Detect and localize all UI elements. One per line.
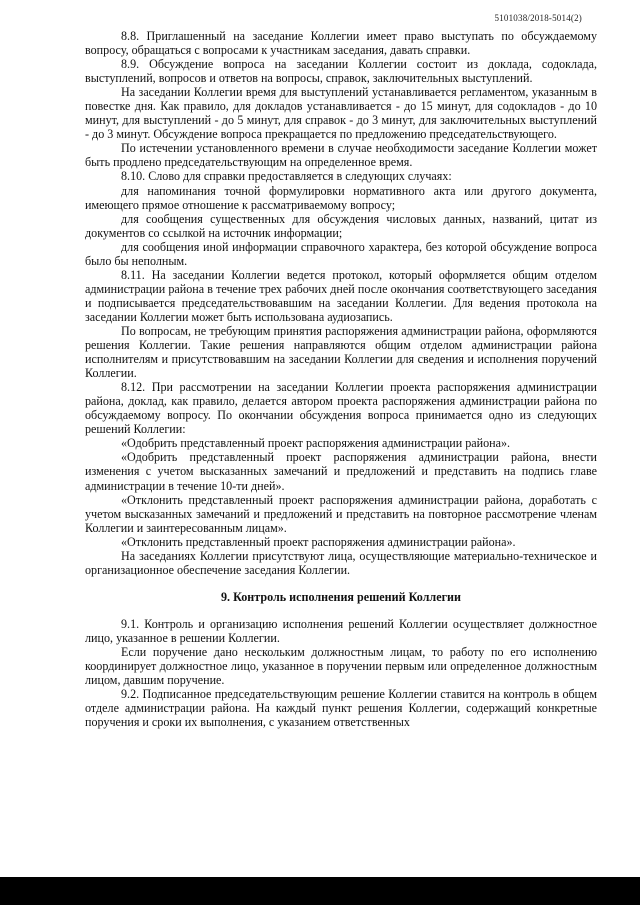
paragraph: 8.10. Слово для справки предоставляется в следующих случаях:: [121, 169, 452, 184]
paragraph: На заседаниях Коллегии присутствуют лица, осуществляющие материально-техническое и организационное обеспечение заседания Коллегии.: [85, 548, 597, 577]
document-body: [85, 29, 597, 729]
paragraph: «Отклонить представленный проект распоряжения администрации района, доработать с учетом высказанных замечаний и предложений и представить на повторное рассмотрение членам Коллегии и заинтересованным лицам».: [85, 492, 597, 535]
paragraph: «Одобрить представленный проект распоряжения администрации района».: [121, 436, 511, 451]
paragraph: 9.2. Подписанное председательствующим решение Коллегии ставится на контроль в общем отделе администрации района. На каждый пункт решения Коллегии, содержащий конкретные поручения и сроки их выполнения, с указанием ответственных: [85, 687, 597, 730]
paragraph: 8.11. На заседании Коллегии ведется протокол, который оформляется общим отделом администрации района в течение трех рабочих дней после окончания соответствующего заседания и подписывается председательствовавшим на заседании Коллегии. Для ведения протокола на заседании Коллегии может быть использована аудиозапись.: [85, 267, 597, 324]
paragraph: для напоминания точной формулировки нормативного акта или другого документа, имеющего прямое отношение к рассматриваемому вопросу;: [85, 183, 597, 212]
paragraph: 8.12. При рассмотрении на заседании Коллегии проекта распоряжения администрации района, доклад, как правило, делается автором проекта распоряжения администрации района по обсуждаемому вопросу. По окончании обсуждения вопроса принимается одно из следующих решений Коллегии:: [85, 380, 597, 437]
paragraph: На заседании Коллегии время для выступлений устанавливается регламентом, указанным в повестке дня. Как правило, для докладов устанавливается - до 15 минут, для содокладов - до 10 минут, для выступлений - до 5 минут, для справок - до 3 минут, для заключительных выступлений - до 3 минут. Обсуждение вопроса прекращается по предложению председательствующего.: [85, 85, 597, 142]
section-heading: 9. Контроль исполнения решений Коллегии: [220, 589, 461, 604]
paragraph: «Отклонить представленный проект распоряжения администрации района».: [121, 534, 516, 549]
document-number: 5101038/2018-5014(2): [494, 13, 582, 23]
paragraph: для сообщения существенных для обсуждения числовых данных, названий, цитат из документов со ссылкой на источник информации;: [85, 211, 597, 240]
paragraph: 9.1. Контроль и организацию исполнения решений Коллегии осуществляет должностное лицо, указанное в решении Коллегии.: [85, 616, 597, 645]
scan-bottom-edge: [0, 877, 640, 905]
paragraph: Если поручение дано нескольким должностным лицам, то работу по его исполнению координирует должностное лицо, указанное в поручении первым или определенное должностным лицом, давшим поручение.: [85, 644, 597, 688]
paragraph: «Одобрить представленный проект распоряжения администрации района, внести изменения с учетом высказанных замечаний и предложений и представить на подпись главе администрации в течение 10-ти дней».: [85, 450, 597, 493]
paragraph: для сообщения иной информации справочного характера, без которой обсуждение вопроса было бы неполным.: [85, 239, 597, 268]
paragraph: По истечении установленного времени в случае необходимости заседание Коллегии может быть продлено председательствующим на определенное время.: [85, 141, 597, 170]
paragraph: По вопросам, не требующим принятия распоряжения администрации района, оформляются решения Коллегии. Такие решения направляются общим отделом администрации района исполнителям и присутствовавшим на заседании Коллегии для сведения и исполнения поручений Коллегии.: [85, 323, 597, 381]
paragraph: 8.9. Обсуждение вопроса на заседании Коллегии состоит из доклада, содоклада, выступлений, вопросов и ответов на вопросы, справок, заключительных выступлений.: [85, 57, 597, 86]
paragraph: 8.8. Приглашенный на заседание Коллегии имеет право выступать по обсуждаемому вопросу, обращаться с вопросами к участникам заседания, давать справки.: [85, 29, 597, 58]
